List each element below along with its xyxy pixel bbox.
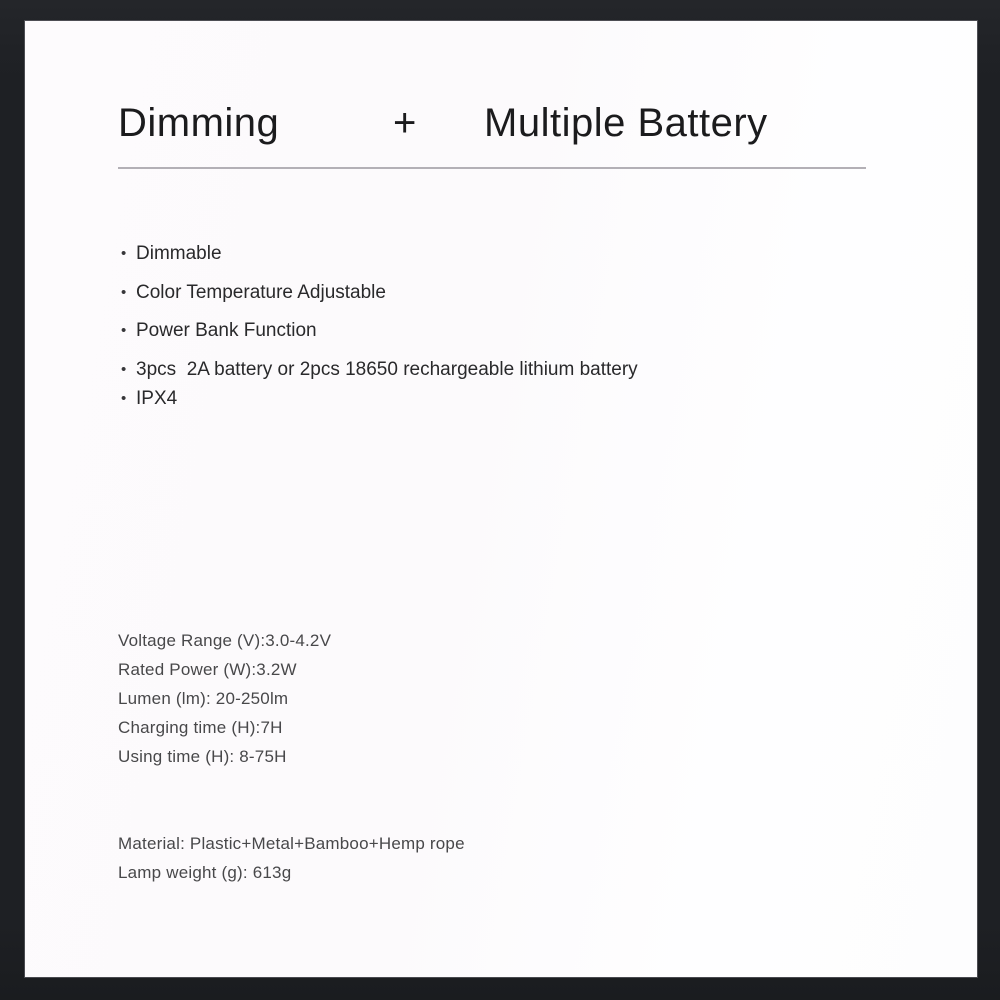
material-line: Material: Plastic+Metal+Bamboo+Hemp rope xyxy=(118,834,465,853)
list-item xyxy=(121,280,638,305)
bullet-icon: • xyxy=(121,322,127,339)
weight-line: Lamp weight (g): 613g xyxy=(118,863,292,882)
spec-block xyxy=(118,626,331,771)
spec-sheet xyxy=(25,21,977,977)
spec-line-charging: Charging time (H):7H xyxy=(118,718,283,737)
bullet-icon: • xyxy=(121,245,127,262)
bullet-icon: • xyxy=(121,284,127,301)
feature-label: Power Bank Function xyxy=(136,320,317,341)
list-item xyxy=(121,241,638,266)
feature-label: Color Temperature Adjustable xyxy=(136,282,386,303)
title-left: Dimming xyxy=(118,101,280,145)
page-title xyxy=(118,97,898,149)
feature-label: Dimmable xyxy=(136,243,222,264)
feature-label: 3pcs 2A battery or 2pcs 18650 rechargeable lithium battery xyxy=(136,359,638,380)
spec-line-voltage: Voltage Range (V):3.0-4.2V xyxy=(118,631,332,650)
feature-label: IPX4 xyxy=(136,388,178,409)
title-underline xyxy=(118,167,866,169)
title-right: Multiple Battery xyxy=(484,101,768,145)
bullet-icon: • xyxy=(121,361,127,378)
material-block xyxy=(118,829,465,887)
spec-line-power: Rated Power (W):3.2W xyxy=(118,660,297,679)
spec-line-lumen: Lumen (lm): 20-250lm xyxy=(118,689,289,708)
bullet-icon: • xyxy=(121,390,127,407)
feature-list xyxy=(121,241,638,411)
list-item xyxy=(121,386,638,411)
list-item xyxy=(121,318,638,343)
spec-line-using: Using time (H): 8-75H xyxy=(118,747,287,766)
plus-separator: + xyxy=(393,101,417,145)
list-item xyxy=(121,357,638,382)
